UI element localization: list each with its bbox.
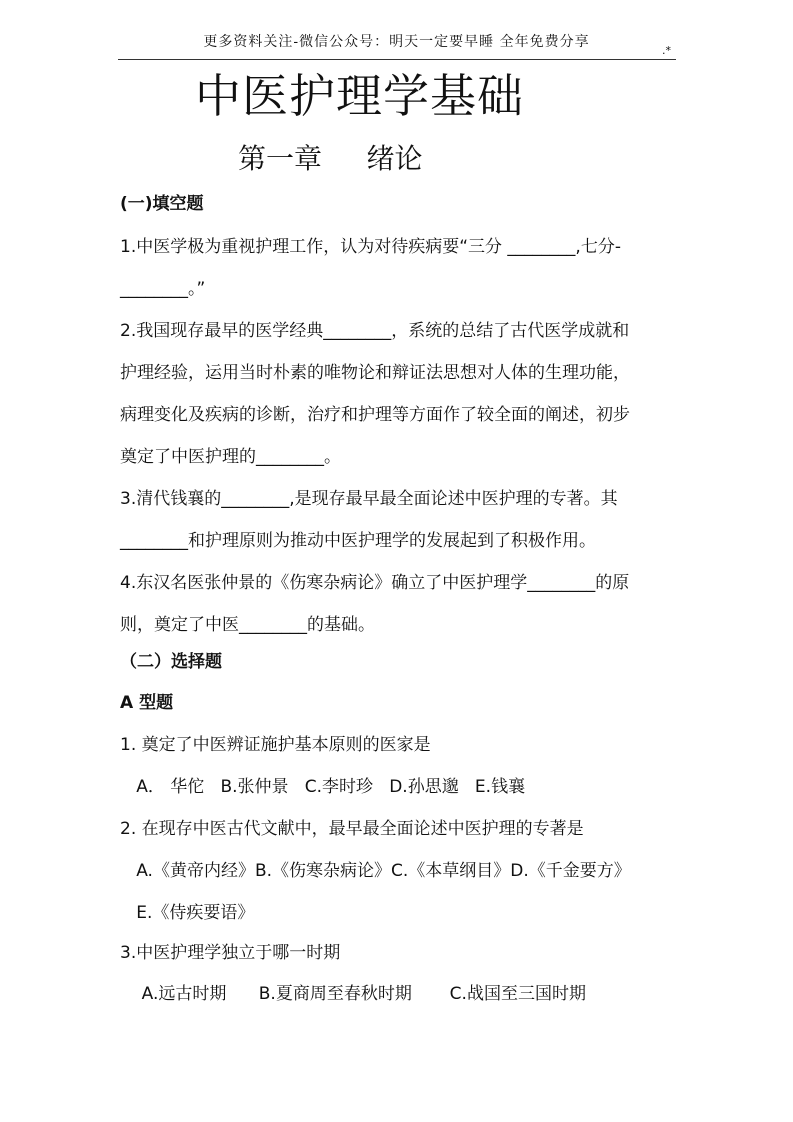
section-heading: (一)填空题 [120, 194, 204, 214]
document-title: 中医护理学基础 [195, 69, 524, 123]
text-line: A.《黄帝内经》B.《伤寒杂病论》C.《本草纲目》D.《千金要方》 [120, 861, 631, 881]
text-line: 奠定了中医护理的________。 [120, 447, 341, 467]
text-line: ________。” [120, 279, 206, 299]
header-mark: .* [662, 44, 671, 57]
text-line: ________和护理原则为推动中医护理学的发展起到了积极作用。 [120, 531, 596, 551]
chapter-heading: 第一章 绪论 [238, 142, 423, 175]
text-line: 2.我国现存最早的医学经典________，系统的总结了古代医学成就和 [120, 321, 630, 341]
text-line: 2. 在现存中医古代文献中，最早最全面论述中医护理的专著是 [120, 819, 584, 839]
text-line: 4.东汉名医张仲景的《伤寒杂病论》确立了中医护理学________的原 [120, 573, 630, 593]
text-line: 则，奠定了中医________的基础。 [120, 615, 375, 635]
text-line: 病理变化及疾病的诊断，治疗和护理等方面作了较全面的阐述，初步 [120, 405, 630, 425]
text-line: 护理经验，运用当时朴素的唯物论和辩证法思想对人体的生理功能， [120, 363, 630, 383]
text-line: 3.清代钱襄的________,是现存最早最全面论述中医护理的专著。其 [120, 489, 618, 509]
section-heading: （二）选择题 [120, 652, 222, 672]
text-line: 3.中医护理学独立于哪一时期 [120, 943, 341, 963]
text-line: 1. 奠定了中医辨证施护基本原则的医家是 [120, 735, 431, 755]
text-line: E.《侍疾要语》 [120, 903, 255, 923]
text-line: A.远古时期 B.夏商周至春秋时期 C.战国至三国时期 [120, 984, 586, 1004]
text-line: A． 华佗 B.张仲景 C.李时珍 D.孙思邈 E.钱襄 [120, 777, 526, 797]
text-line: 1.中医学极为重视护理工作，认为对待疾病要“三分 ________,七分- [120, 237, 621, 257]
page-header: 更多资料关注-微信公众号：明天一定要早睡 全年免费分享 [203, 34, 590, 50]
section-heading: A 型题 [120, 693, 174, 713]
